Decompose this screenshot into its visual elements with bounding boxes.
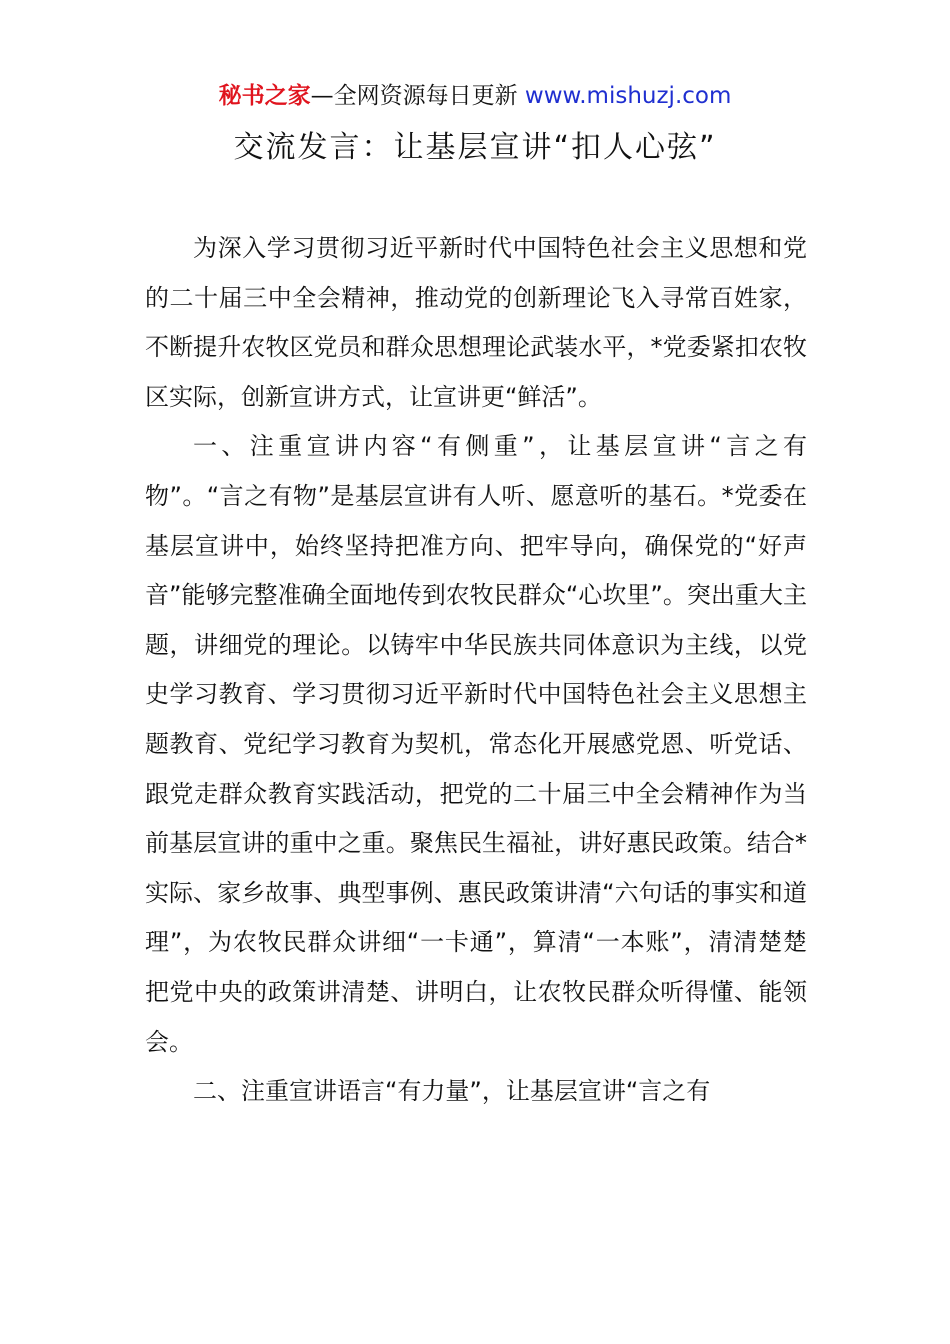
site-header bbox=[0, 80, 950, 112]
section-one-paragraph: 一、注重宣讲内容“有侧重”，让基层宣讲“言之有物”。“言之有物”是基层宣讲有人听、愿意听的基石。*党委在基层宣讲中，始终坚持把准方向、把牢导向，确保党的“好声音”能够完整准确全面地传到农牧民群众“心坎里”。突出重大主题，讲细党的理论。以铸牢中华民族共同体意识为主线，以党史学习教育、学习贯彻习近平新时代中国特色社会主义思想主题教育、党纪学习教育为契机，常态化开展感党恩、听党话、跟党走群众教育实践活动，把党的二十届三中全会精神作为当前基层宣讲的重中之重。聚焦民生福祉，讲好惠民政策。结合*实际、家乡故事、典型事例、惠民政策讲清“六句话的事实和道理”，为农牧民群众讲细“一卡通”，算清“一本账”，清清楚楚把党中央的政策讲清楚、讲明白，让农牧民群众听得懂、能领会。 bbox=[145, 432, 807, 1056]
site-url-link[interactable]: www.mishuzj.com bbox=[524, 83, 732, 109]
document-title: 交流发言：让基层宣讲“扣人心弦” bbox=[233, 130, 717, 165]
brand-name: 秘书之家 bbox=[218, 83, 311, 109]
intro-paragraph: 为深入学习贯彻习近平新时代中国特色社会主义思想和党的二十届三中全会精神，推动党的创新理论飞入寻常百姓家，不断提升农牧区党员和群众思想理论武装水平，*党委紧扣农牧区实际，创新宣讲方式，让宣讲更“鲜活”。 bbox=[145, 234, 807, 411]
document-body bbox=[145, 224, 807, 1117]
header-tagline: —全网资源每日更新 bbox=[310, 83, 518, 109]
section-two-paragraph: 二、注重宣讲语言“有力量”，让基层宣讲“言之有 bbox=[193, 1077, 711, 1106]
